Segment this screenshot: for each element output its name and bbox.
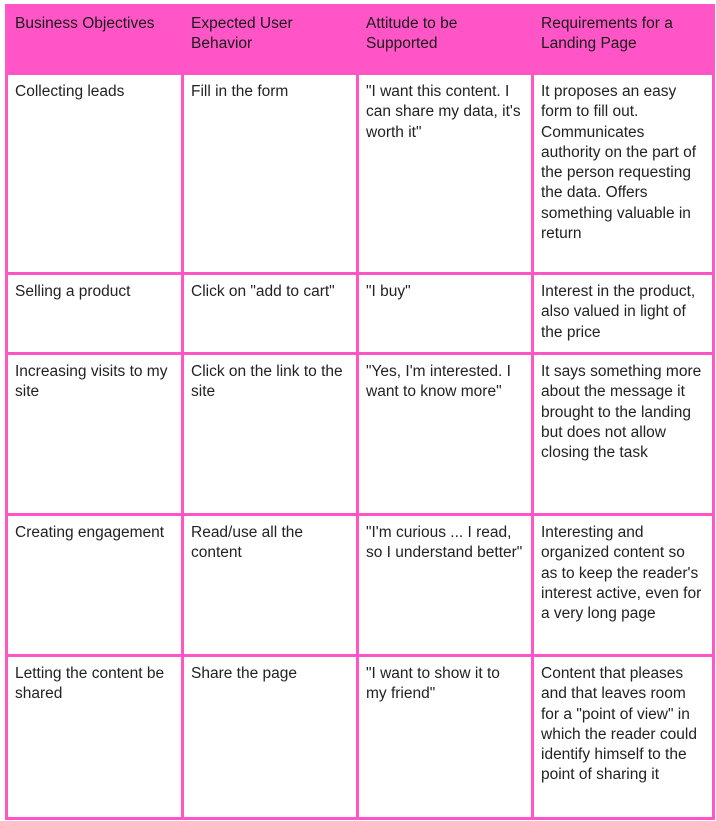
business-objective-cell: Increasing visits to my site (7, 354, 183, 515)
table-row (7, 274, 714, 354)
expected-behavior-cell: Click on "add to cart" (183, 274, 358, 354)
requirements-cell: Interesting and organized content so as to keep the reader's interest active, even for a very long page (533, 515, 714, 656)
header-attitude-to-be-supported: Attitude to be Supported (358, 6, 533, 74)
expected-behavior-cell: Share the page (183, 656, 358, 819)
requirements-cell: It says something more about the message it brought to the landing but does not allow closing the task (533, 354, 714, 515)
business-objective-cell: Selling a product (7, 274, 183, 354)
table-row (7, 515, 714, 656)
attitude-cell: "I buy" (358, 274, 533, 354)
header-expected-user-behavior: Expected User Behavior (183, 6, 358, 74)
expected-behavior-cell: Click on the link to the site (183, 354, 358, 515)
header-business-objectives: Business Objectives (7, 6, 183, 74)
table-row (7, 656, 714, 819)
requirements-cell: It proposes an easy form to fill out. Communicates authority on the part of the person requesting the data. Offers something valuable in return (533, 74, 714, 274)
attitude-cell: "I want this content. I can share my data, it's worth it" (358, 74, 533, 274)
requirements-cell: Interest in the product, also valued in light of the price (533, 274, 714, 354)
business-objective-cell: Creating engagement (7, 515, 183, 656)
expected-behavior-cell: Fill in the form (183, 74, 358, 274)
requirements-cell: Content that pleases and that leaves room for a "point of view" in which the reader could identify himself to the point of sharing it (533, 656, 714, 819)
table-row (7, 74, 714, 274)
attitude-cell: "I'm curious ... I read, so I understand better" (358, 515, 533, 656)
header-row (7, 6, 714, 74)
business-objective-cell: Letting the content be shared (7, 656, 183, 819)
attitude-cell: "I want to show it to my friend" (358, 656, 533, 819)
expected-behavior-cell: Read/use all the content (183, 515, 358, 656)
table-row (7, 354, 714, 515)
header-requirements-for-landing-page: Requirements for a Landing Page (533, 6, 714, 74)
attitude-cell: "Yes, I'm interested. I want to know more" (358, 354, 533, 515)
business-objective-cell: Collecting leads (7, 74, 183, 274)
landing-page-requirements-table (5, 4, 715, 820)
